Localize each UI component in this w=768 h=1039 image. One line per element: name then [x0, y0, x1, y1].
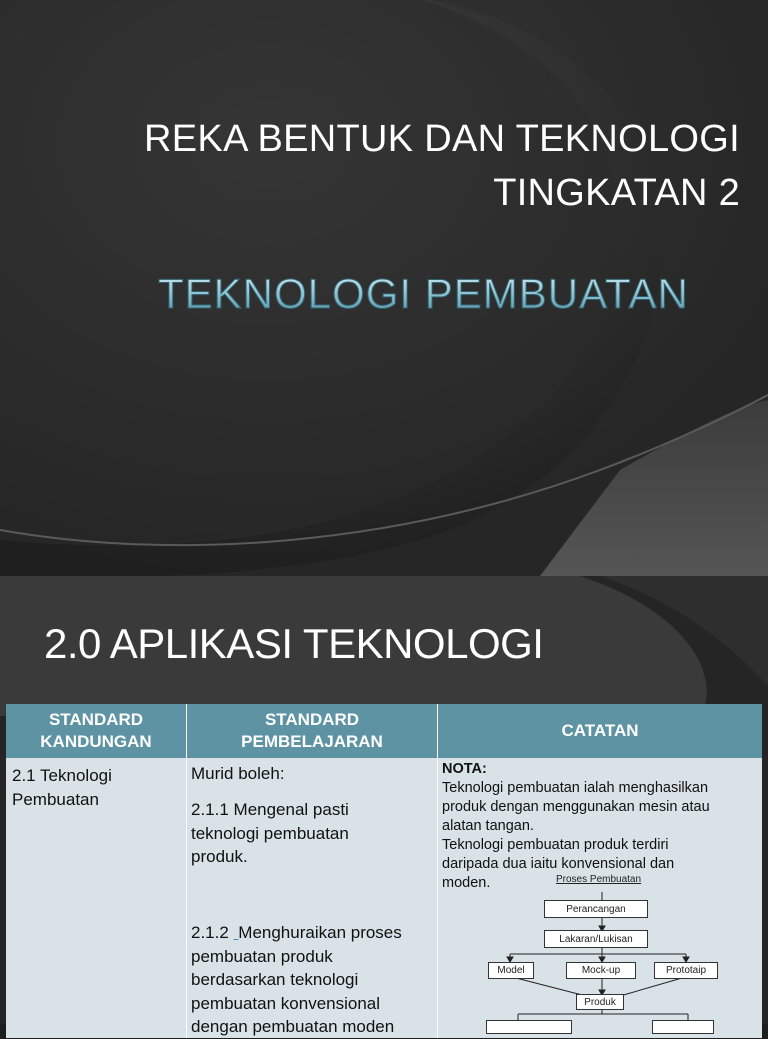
flow-result-produk: Produk: [576, 994, 624, 1010]
flow-next-box-left: [486, 1020, 572, 1034]
flow-branch-mockup: Mock-up: [566, 962, 636, 979]
header-standard-pembelajaran: STANDARD PEMBELAJARAN: [187, 704, 438, 758]
svg-text:TEKNOLOGI PEMBUATAN: TEKNOLOGI PEMBUATAN: [158, 270, 689, 317]
process-flowchart: [438, 758, 762, 1038]
slide-title-line-1: REKA BENTUK DAN TEKNOLOGI: [144, 118, 740, 160]
flow-branch-model: Model: [488, 962, 534, 979]
header-standard-kandungan: STANDARD KANDUNGAN: [6, 704, 187, 758]
table-row: [6, 758, 762, 1038]
pembelajaran-intro: Murid boleh:: [191, 764, 285, 783]
pembelajaran-item-2: 2.1.2 Menghuraikan proses pembuatan produk berdasarkan teknologi pembuatan konvensional dengan pembuatan moden: [191, 923, 402, 1036]
flowchart-title: Proses Pembuatan: [556, 874, 642, 885]
kandungan-text: 2.1 Teknologi Pembuatan: [12, 766, 112, 809]
content-slide: [0, 576, 768, 1036]
slide-subtitle: [150, 262, 690, 322]
flow-step-perancangan: Perancangan: [544, 900, 648, 918]
flow-branch-prototaip: Prototaip: [654, 962, 718, 979]
slide-title-line-2: TINGKATAN 2: [493, 172, 740, 214]
table-header-row: [6, 704, 762, 758]
cell-standard-kandungan: [6, 758, 187, 1038]
flow-step-lakaran: Lakaran/Lukisan: [544, 930, 648, 948]
header-catatan: CATATAN: [561, 721, 639, 740]
cell-catatan: [438, 758, 762, 1038]
slide-heading: 2.0 APLIKASI TEKNOLOGI: [44, 620, 544, 667]
pembelajaran-item-1: 2.1.1 Mengenal pasti teknologi pembuatan produk.: [191, 800, 349, 866]
nota-text: NOTA: Teknologi pembuatan ialah menghasilkan produk dengan menggunakan mesin atau alatan tangan. Teknologi pembuatan produk terdiri daripada dua iaitu konvensional dan moden.: [442, 761, 710, 891]
flow-next-box-right: [652, 1020, 714, 1034]
cell-standard-pembelajaran: [187, 758, 438, 1038]
